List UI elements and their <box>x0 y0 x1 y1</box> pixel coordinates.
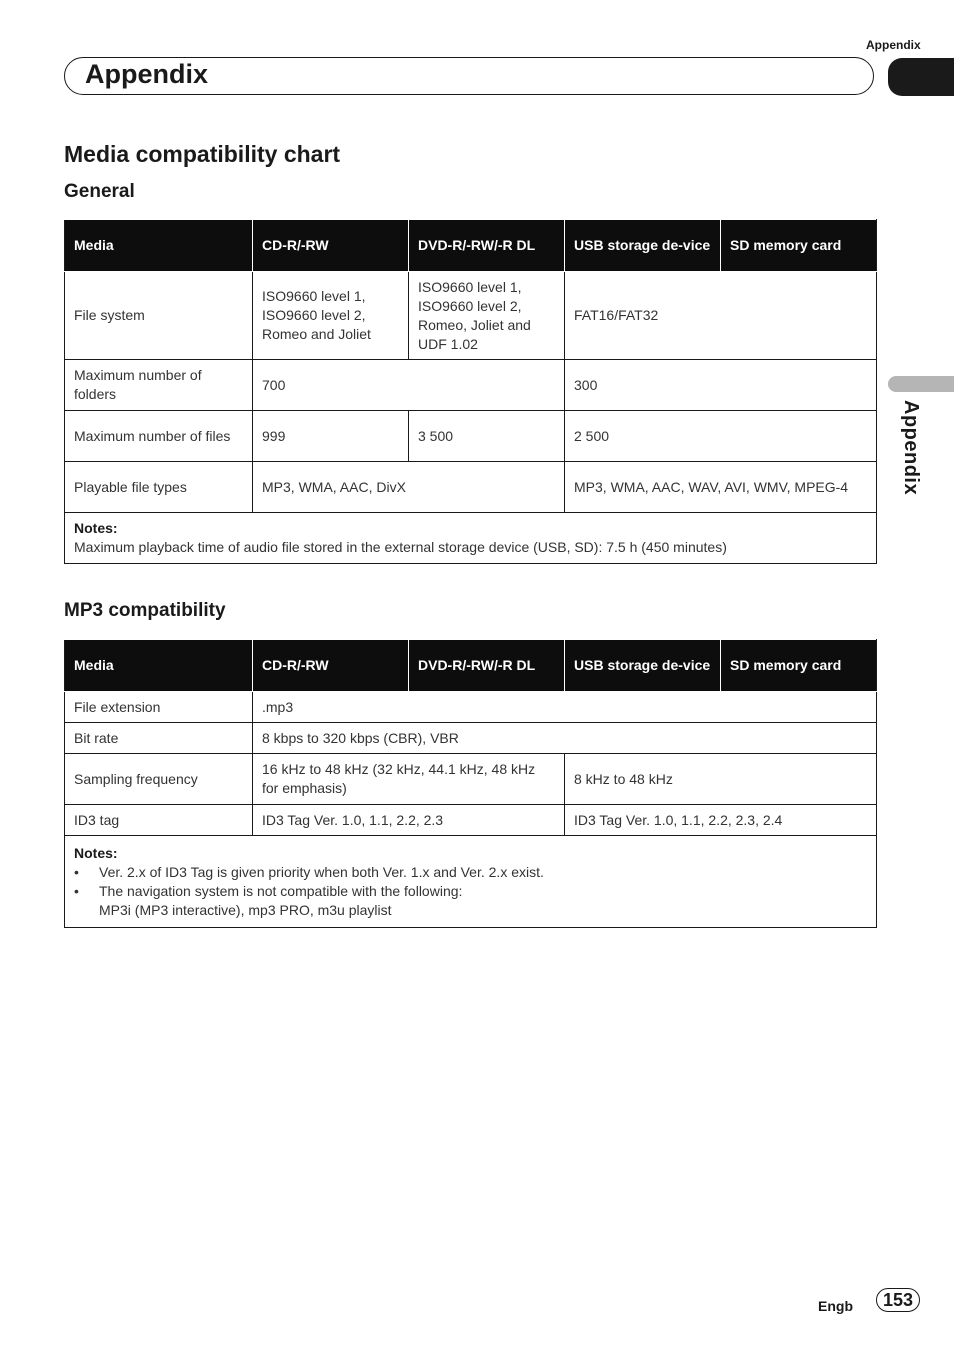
notes-cell <box>65 836 877 928</box>
row-label: Maximum number of files <box>65 411 253 462</box>
notes-row <box>65 513 877 564</box>
table-row <box>65 805 877 836</box>
notes-bullet-text: Ver. 2.x of ID3 Tag is given priority when both Ver. 1.x and Ver. 2.x exist. <box>99 863 544 880</box>
cell: 999 <box>253 411 409 462</box>
notes-bullet-line: The navigation system is not compatible with the following: <box>99 882 463 899</box>
cell: FAT16/FAT32 <box>565 272 877 360</box>
cell: ID3 Tag Ver. 1.0, 1.1, 2.2, 2.3, 2.4 <box>565 805 877 836</box>
header-cell: USB storage de-vice <box>565 220 721 272</box>
cell: 3 500 <box>409 411 565 462</box>
header-cell: SD memory card <box>721 640 877 692</box>
notes-bullet-text <box>99 882 462 920</box>
row-label: ID3 tag <box>65 805 253 836</box>
notes-bullet-item <box>74 863 867 882</box>
general-table <box>64 219 877 564</box>
table-row <box>65 692 877 723</box>
table-row <box>65 462 877 513</box>
header-cell: CD-R/-RW <box>253 220 409 272</box>
chapter-title-box <box>64 57 874 95</box>
notes-title: Notes: <box>74 520 118 536</box>
row-label: Playable file types <box>65 462 253 513</box>
table-row <box>65 360 877 411</box>
header-cell: CD-R/-RW <box>253 640 409 692</box>
running-head: Appendix <box>866 38 921 52</box>
cell: ISO9660 level 1, ISO9660 level 2, Romeo, Joliet and UDF 1.02 <box>409 272 565 360</box>
mp3-subtitle: MP3 compatibility <box>64 600 226 621</box>
footer-language: Engb <box>818 1298 853 1314</box>
page-number: 153 <box>876 1288 920 1312</box>
chapter-tab-marker <box>888 58 954 96</box>
table-row <box>65 754 877 805</box>
row-label: File extension <box>65 692 253 723</box>
notes-bullet-item <box>74 882 867 920</box>
row-label: Sampling frequency <box>65 754 253 805</box>
notes-row <box>65 836 877 928</box>
table-row <box>65 723 877 754</box>
header-cell: Media <box>65 640 253 692</box>
side-tab-marker <box>888 376 954 392</box>
header-cell: DVD-R/-RW/-R DL <box>409 640 565 692</box>
cell: MP3, WMA, AAC, DivX <box>253 462 565 513</box>
row-label: Bit rate <box>65 723 253 754</box>
bullet-mark: • <box>74 882 79 899</box>
notes-cell <box>65 513 877 564</box>
chapter-title: Appendix <box>85 59 209 89</box>
table-row <box>65 411 877 462</box>
header-cell: DVD-R/-RW/-R DL <box>409 220 565 272</box>
notes-title: Notes: <box>74 844 118 861</box>
table-header-row <box>65 220 877 272</box>
table-header-row <box>65 640 877 692</box>
cell: 16 kHz to 48 kHz (32 kHz, 44.1 kHz, 48 kHz for emphasis) <box>253 754 565 805</box>
cell: 2 500 <box>565 411 877 462</box>
cell: MP3, WMA, AAC, WAV, AVI, WMV, MPEG-4 <box>565 462 877 513</box>
mp3-table <box>64 639 877 928</box>
cell: 8 kHz to 48 kHz <box>565 754 877 805</box>
table-row <box>65 272 877 360</box>
header-cell: USB storage de-vice <box>565 640 721 692</box>
header-cell: SD memory card <box>721 220 877 272</box>
general-subtitle: General <box>64 181 135 202</box>
cell: ISO9660 level 1, ISO9660 level 2, Romeo and Joliet <box>253 272 409 360</box>
row-label: File system <box>65 272 253 360</box>
side-tab-label: Appendix <box>900 400 922 496</box>
cell: 300 <box>565 360 877 411</box>
notes-text: Maximum playback time of audio file stored in the external storage device (USB, SD): 7.5 h (450 minutes) <box>74 539 727 555</box>
notes-bullet-line: MP3i (MP3 interactive), mp3 PRO, m3u playlist <box>99 901 392 918</box>
cell: ID3 Tag Ver. 1.0, 1.1, 2.2, 2.3 <box>253 805 565 836</box>
header-cell: Media <box>65 220 253 272</box>
section-title: Media compatibility chart <box>64 141 341 167</box>
row-label: Maximum number of folders <box>65 360 253 411</box>
cell: 700 <box>253 360 565 411</box>
cell: 8 kbps to 320 kbps (CBR), VBR <box>253 723 877 754</box>
bullet-mark: • <box>74 863 79 880</box>
cell: .mp3 <box>253 692 877 723</box>
